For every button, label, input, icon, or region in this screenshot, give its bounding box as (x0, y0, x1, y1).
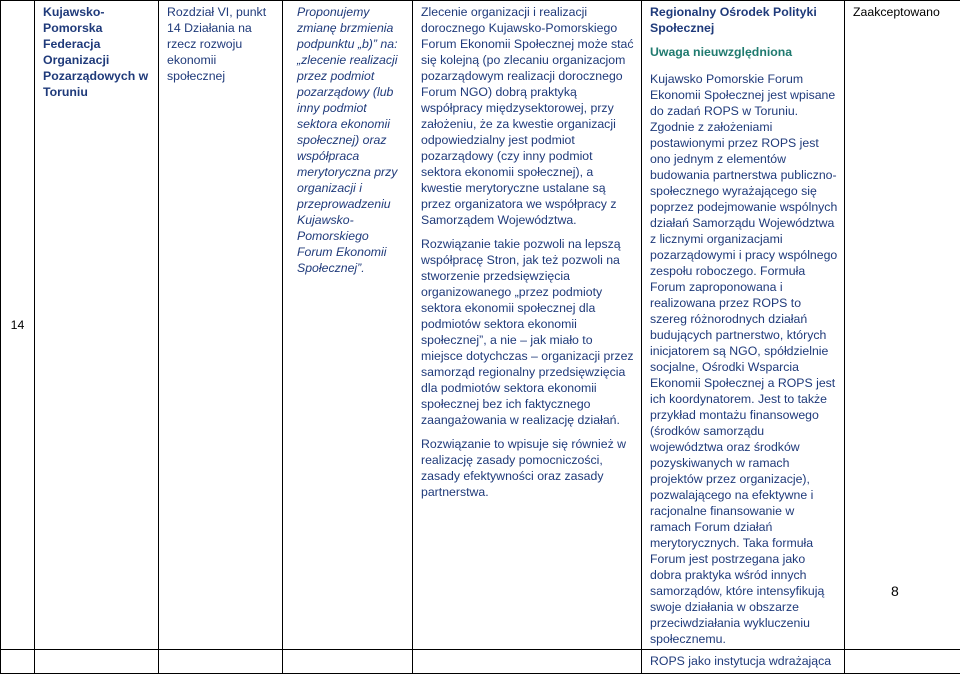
implementer-note: ROPS jako instytucja wdrażająca (642, 650, 845, 674)
organization-cell: Kujawsko-Pomorska Federacja Organizacji Pozarządowych w Toruniu (35, 1, 159, 650)
justification-paragraph: Zlecenie organizacji i realizacji dorocznego Kujawsko-Pomorskiego Forum Ekonomii Społecznej może stać się kolejną (po zlecaniu organizacjom pozarządowym realizacji dorocznego Forum NGO) dobrą praktyką współpracy międzysektorowej, przy założeniu, że za kwestie organizacji odpowiedzialny jest podmiot pozarządowy (czy inny podmiot sektora ekonomii społecznej), a kwestie merytoryczne ustalane są przez organizatora we współpracy z Samorządem Województwa. (421, 4, 635, 228)
justification-paragraph: Rozwiązanie takie pozwoli na lepszą współpracę Stron, jak też pozwoli na stworzenie przedsięwzięcia organizowanego „przez podmioty sektora ekonomii społecznej dla podmiotów sektora ekonomii społecznej”, a nie – jak miało to miejsce dotychczas – organizacji przez samorząd regionalny przedsięwzięcia dla podmiotów sektora ekonomii społecznej bez ich faktycznego zaangażowania w realizację działań. (421, 236, 635, 428)
response-status: Uwaga nieuwzględniona (650, 44, 838, 60)
page-number: 8 (891, 583, 899, 599)
empty-cell (413, 650, 642, 674)
empty-cell (1, 650, 35, 674)
section-cell: Rozdział VI, punkt 14 Działania na rzecz rozwoju ekonomii społecznej (159, 1, 283, 650)
response-heading: Regionalny Ośrodek Polityki Społecznej (650, 4, 838, 36)
empty-cell (159, 650, 283, 674)
justification-cell (413, 1, 642, 650)
empty-cell (845, 650, 960, 674)
justification-paragraph: Rozwiązanie to wpisuje się również w realizację zasady pomocniczości, zasady efektywności oraz zasady partnerstwa. (421, 436, 635, 500)
proposal-cell: Proponujemy zmianę brzmienia podpunktu „b)” na: „zlecenie realizacji przez podmiot pozarządowy (lub inny podmiot sektora ekonomii społecznej) oraz współpraca merytoryczna przy organizacji i przeprowadzeniu Kujawsko-Pomorskiego Forum Ekonomii Społecznej”. (283, 1, 413, 650)
empty-cell (35, 650, 159, 674)
response-cell (642, 1, 845, 650)
table-row (1, 1, 960, 650)
response-body: Kujawsko Pomorskie Forum Ekonomii Społecznej jest wpisane do zadań ROPS w Toruniu. Zgodnie z założeniami postawionymi przez ROPS jest ono jednym z elementów budowania partnerstwa publiczno-społecznego wyrażającego się poprzez podejmowanie wspólnych działań Samorządu Województwa z licznymi organizacjami pozarządowymi i pracy wspólnego zespołu roboczego. Formuła Forum zaproponowana i realizowana przez ROPS to szereg różnorodnych działań budujących partnerstwo, których inicjatorem są NGO, spółdzielnie socjalne, Ośrodki Wsparcia Ekonomii Społecznej a ROPS jest ich koordynatorem. Jest to także przykład montażu finansowego (środków samorządu województwa oraz środków pozyskiwanych w ramach projektów przez organizacje), pozwalającego na efektywne i racjonalne finansowanie w ramach Forum działań merytorycznych. Taka formuła Forum jest postrzegana jako dobra praktyka wśród innych samorządów, które intensyfikują swoje działania w obszarze przeciwdziałania wykluczeniu społecznemu. (650, 71, 838, 647)
table-row (1, 650, 960, 674)
row-number: 14 (1, 1, 35, 650)
empty-cell (283, 650, 413, 674)
status-cell: Zaakceptowano (845, 1, 960, 650)
